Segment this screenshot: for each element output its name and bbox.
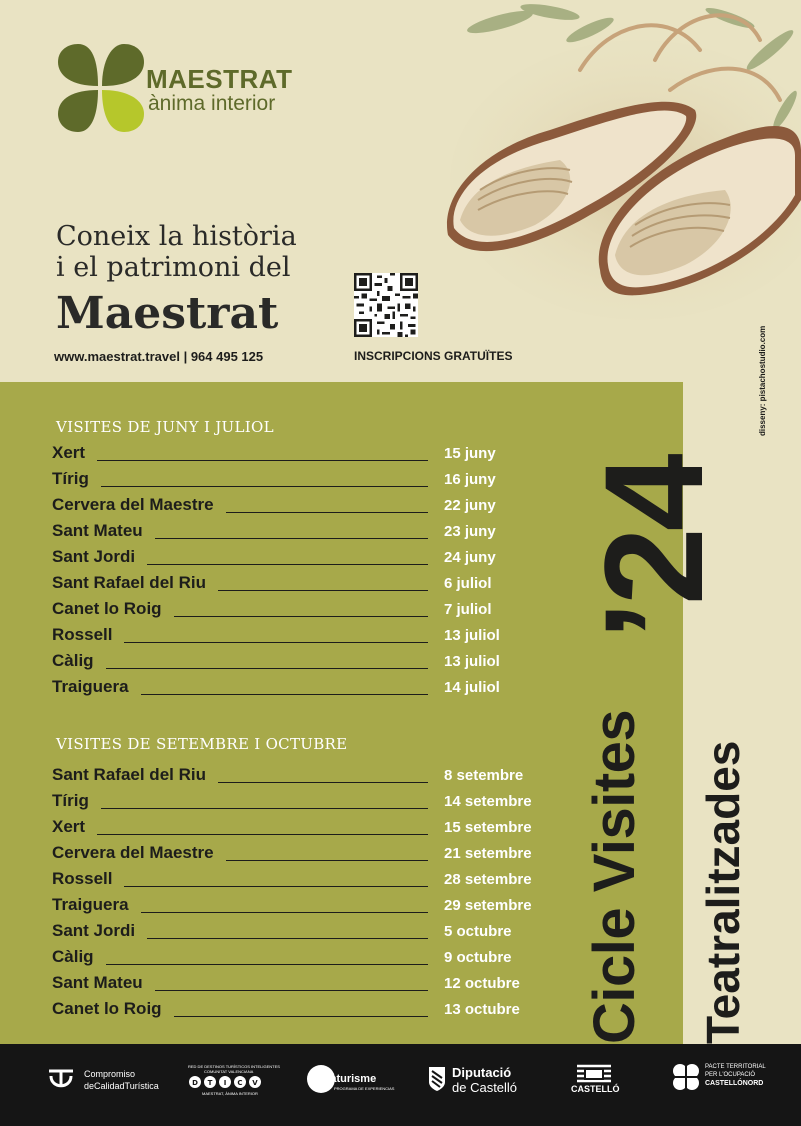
- visit-place: Rossell: [52, 869, 113, 888]
- intro-line-1: Coneix la història: [56, 221, 297, 252]
- leader-line: [147, 564, 428, 565]
- section-title-june-july: VISITES DE JUNY I JULIOL: [56, 418, 274, 436]
- visit-place: Canet lo Roig: [52, 599, 162, 618]
- sponsor-diputacio-line2: de Castelló: [452, 1080, 518, 1095]
- leader-line: [174, 1016, 428, 1017]
- sponsor-dti-top2: COMUNITAT VALENCIANA: [204, 1069, 254, 1074]
- brand-name: MAESTRAT: [146, 64, 293, 94]
- qr-code[interactable]: [354, 273, 418, 337]
- free-registration-label: INSCRIPCIONS GRATUÏTES: [354, 349, 513, 363]
- visit-date: 28 setembre: [444, 871, 532, 888]
- leader-line: [226, 860, 428, 861]
- visit-place: Xert: [52, 817, 86, 836]
- dti-circles-icon: [188, 1075, 262, 1089]
- sponsor-creaturisme-sub: PROGRAMA DE EXPERIENCIAS: [334, 1086, 395, 1091]
- visit-date: 7 juliol: [444, 601, 492, 618]
- visit-place: Traiguera: [52, 895, 129, 914]
- sponsor-dti-top: RED DE DESTINOS TURÍSTICOS INTELIGENTES: [188, 1064, 280, 1069]
- visit-place: Xert: [52, 443, 86, 462]
- leader-line: [141, 694, 428, 695]
- visit-place: Sant Rafael del Riu: [52, 765, 206, 784]
- visit-date: 16 juny: [444, 471, 496, 488]
- leader-line: [101, 486, 428, 487]
- year-label: ’24: [575, 457, 732, 640]
- visit-date: 12 octubre: [444, 975, 520, 992]
- visit-place: Cervera del Maestre: [52, 495, 214, 514]
- leader-line: [155, 990, 428, 991]
- visit-place: Rossell: [52, 625, 113, 644]
- leader-line: [141, 912, 428, 913]
- svg-text:D: D: [192, 1079, 198, 1087]
- visit-date: 9 octubre: [444, 949, 512, 966]
- sponsor-compromiso-line2: deCalidadTurística: [84, 1081, 159, 1091]
- sponsor-dti-bottom: MAESTRAT, ÀNIMA INTERIOR: [202, 1091, 258, 1096]
- cycle-subtitle: Teatralitzades: [697, 740, 749, 1044]
- pacte-clover-icon: [672, 1063, 700, 1091]
- sponsor-pacte-line1: PACTE TERRITORIAL: [705, 1064, 766, 1070]
- visit-place: Sant Mateu: [52, 973, 143, 992]
- visit-place: Tírig: [52, 469, 89, 488]
- castello-tourism-icon: [574, 1064, 614, 1084]
- leader-line: [155, 538, 428, 539]
- leader-line: [97, 460, 428, 461]
- leader-line: [218, 590, 428, 591]
- leader-line: [106, 668, 428, 669]
- svg-text:T: T: [207, 1079, 213, 1087]
- svg-text:C: C: [237, 1079, 243, 1087]
- leader-line: [97, 834, 428, 835]
- visit-date: 13 juliol: [444, 627, 500, 644]
- sponsor-diputacio-line1: Diputació: [452, 1065, 512, 1080]
- visit-place: Sant Mateu: [52, 521, 143, 540]
- leader-line: [124, 886, 428, 887]
- intro-line-2: i el patrimoni del: [56, 252, 291, 283]
- espadrilles-illustration: [440, 0, 801, 320]
- section-title-sept-oct: VISITES DE SETEMBRE I OCTUBRE: [56, 735, 348, 753]
- visit-place: Cervera del Maestre: [52, 843, 214, 862]
- visit-date: 6 juliol: [444, 575, 492, 592]
- visit-date: 22 juny: [444, 497, 496, 514]
- visit-date: 13 juliol: [444, 653, 500, 670]
- leader-line: [106, 964, 428, 965]
- visit-place: Canet lo Roig: [52, 999, 162, 1018]
- visit-date: 15 setembre: [444, 819, 532, 836]
- sponsor-pacte-line2: PER L'OCUPACIÓ: [705, 1072, 756, 1078]
- visit-date: 21 setembre: [444, 845, 532, 862]
- leader-line: [174, 616, 428, 617]
- visit-place: Sant Jordi: [52, 547, 136, 566]
- diputacio-emblem-icon: [428, 1066, 446, 1092]
- svg-text:I: I: [223, 1079, 227, 1087]
- intro-heading: Maestrat: [56, 288, 279, 339]
- visit-date: 29 setembre: [444, 897, 532, 914]
- visit-place: Càlig: [52, 651, 94, 670]
- contact-info[interactable]: www.maestrat.travel | 964 495 125: [54, 349, 264, 364]
- sponsor-castello: CASTELLÓ: [571, 1084, 620, 1094]
- visit-date: 15 juny: [444, 445, 496, 462]
- leader-line: [147, 938, 428, 939]
- visit-place: Sant Jordi: [52, 921, 136, 940]
- visit-date: 14 juliol: [444, 679, 500, 696]
- visit-date: 8 setembre: [444, 767, 524, 784]
- visit-place: Traiguera: [52, 677, 129, 696]
- visit-place: Sant Rafael del Riu: [52, 573, 206, 592]
- sponsor-compromiso-line1: Compromiso: [84, 1069, 136, 1079]
- leader-line: [218, 782, 428, 783]
- maestrat-clover-logo: [52, 40, 148, 136]
- leader-line: [226, 512, 428, 513]
- design-credit: disseny: pistachostudio.com: [758, 325, 767, 436]
- visit-date: 24 juny: [444, 549, 496, 566]
- visit-date: 14 setembre: [444, 793, 532, 810]
- leader-line: [124, 642, 428, 643]
- visit-date: 13 octubre: [444, 1001, 520, 1018]
- leader-line: [101, 808, 428, 809]
- visit-date: 23 juny: [444, 523, 496, 540]
- brand-tagline: ànima interior: [148, 92, 276, 115]
- quality-tourism-icon: [46, 1067, 76, 1093]
- sponsor-creaturisme: Creaturisme: [312, 1073, 377, 1085]
- sponsor-pacte-line3: CASTELLÓNORD: [705, 1080, 764, 1087]
- cycle-title: Cicle Visites: [582, 709, 647, 1044]
- visit-date: 5 octubre: [444, 923, 512, 940]
- visit-place: Càlig: [52, 947, 94, 966]
- svg-text:V: V: [252, 1079, 258, 1087]
- visit-place: Tírig: [52, 791, 89, 810]
